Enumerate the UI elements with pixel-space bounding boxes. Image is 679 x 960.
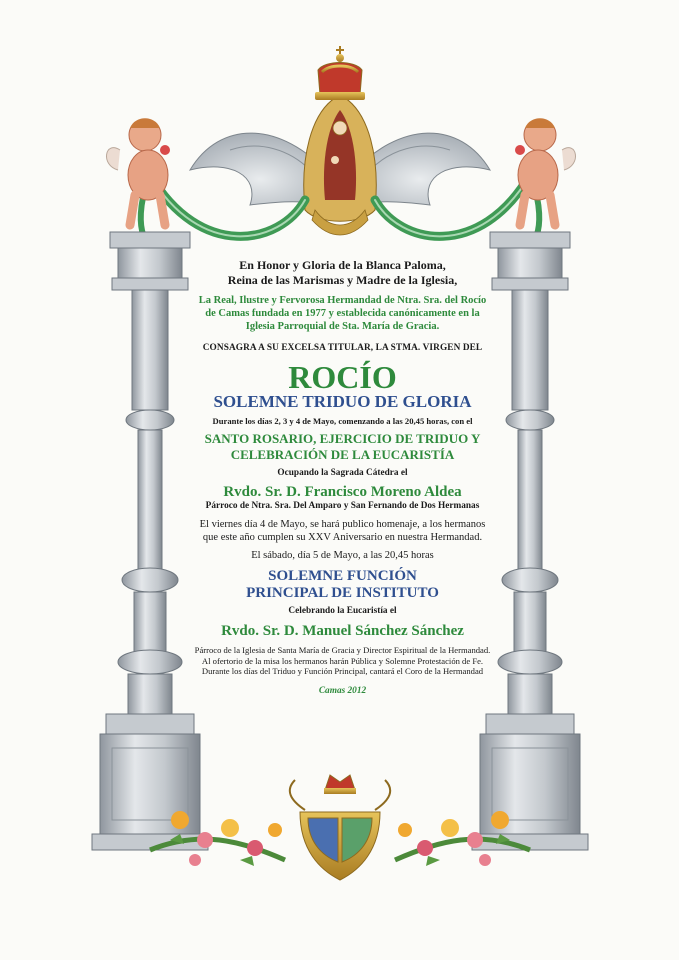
dedication-line-1: En Honor y Gloria de la Blanca Paloma, — [239, 258, 446, 272]
rosary-line-2: CELEBRACIÓN DE LA EUCARISTÍA — [230, 447, 455, 462]
dedication-line-2: Reina de las Marismas y Madre de la Iglesia, — [227, 273, 458, 287]
preacher-name: Rvdo. Sr. D. Francisco Moreno Aldea — [223, 484, 462, 501]
homage-line-1: El viernes día 4 de Mayo, se hará publico homenaje, a los hermanos — [199, 518, 486, 530]
brotherhood-line-2: de Camas fundada en 1977 y establecida canónicamente en la — [205, 308, 480, 320]
saturday-line: El sábado, día 5 de Mayo, a las 20,45 horas — [251, 550, 434, 562]
funcion-line-1: SOLEMNE FUNCIÓN — [268, 568, 417, 585]
celebrando-line: Celebrando la Eucaristía el — [288, 606, 397, 617]
virgin-image — [304, 95, 376, 235]
preacher-role: Párroco de Ntra. Sra. Del Amparo y San Fernando de Dos Hermanas — [205, 501, 480, 512]
funcion-line-2: PRINCIPAL DE INSTITUTO — [246, 584, 439, 601]
footer-line-2: Al ofertorio de la misa los hermanos harán Pública y Solemne Protestación de Fe. — [201, 655, 484, 666]
cherub-right — [515, 118, 576, 225]
brotherhood-line-1: La Real, Ilustre y Fervorosa Hermandad de Ntra. Sra. del Rocío — [198, 295, 487, 306]
place-year: Camas 2012 — [318, 686, 367, 696]
document-body — [170, 258, 515, 698]
crown-icon — [315, 46, 365, 100]
footer-line-3: Durante los días del Triduo y Función Principal, cantará el Coro de la Hermandad — [201, 666, 484, 677]
main-title: ROCÍO — [288, 358, 397, 395]
coat-of-arms-icon — [290, 775, 390, 880]
dates-line: Durante los días 2, 3 y 4 de Mayo, comenzando a las 20,45 horas, con el — [212, 415, 473, 426]
brotherhood-line-3: Iglesia Parroquial de Sta. María de Gracia. — [245, 321, 440, 333]
homage-line-2: que este año cumplen su XXV Aniversario en nuestra Hermandad. — [202, 531, 483, 543]
rosary-line-1: SANTO ROSARIO, EJERCICIO DE TRIDUO Y — [204, 431, 481, 447]
catedra-line: Ocupando la Sagrada Cátedra el — [277, 467, 408, 478]
footer-line-1: Párroco de la Iglesia de Santa María de Gracia y Director Espiritual de la Hermandad. — [194, 644, 491, 655]
consagra-line: CONSAGRA A SU EXCELSA TITULAR, LA STMA. VIRGEN DEL — [202, 343, 483, 354]
celebrant-name: Rvdo. Sr. D. Manuel Sánchez Sánchez — [221, 622, 464, 639]
subtitle-triduo: SOLEMNE TRIDUO DE GLORIA — [213, 391, 472, 411]
